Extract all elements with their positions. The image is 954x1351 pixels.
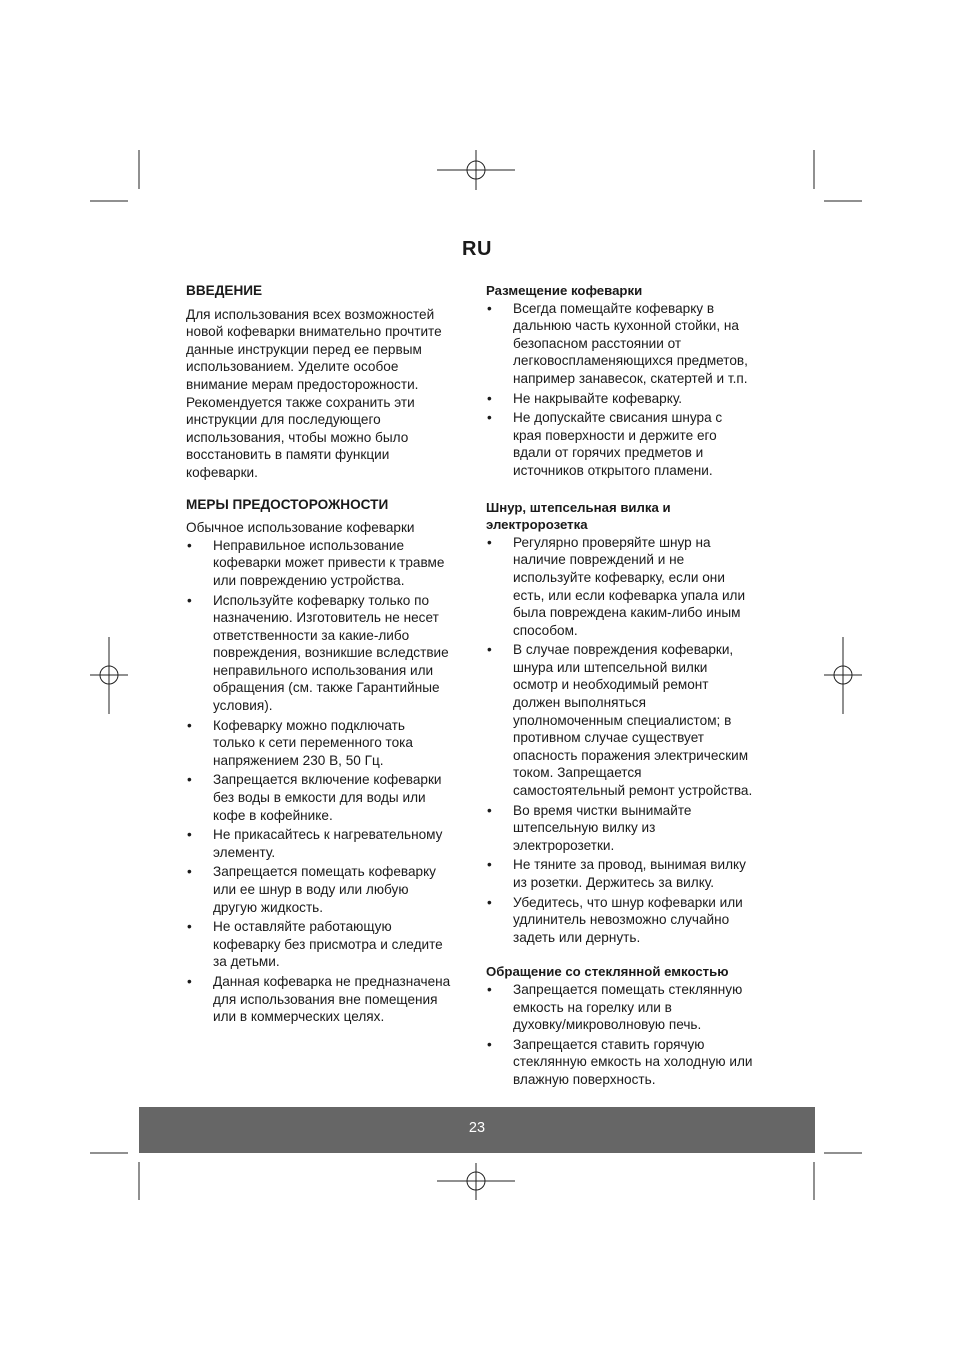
item-line: или повреждению устройства. [213, 572, 405, 588]
item-line: Не прикасайтесь к нагревательному [213, 827, 443, 843]
list-item [486, 390, 776, 408]
item-line: задеть или дернуть. [513, 929, 641, 945]
item-line: назначению. Изготовитель не несет [213, 610, 439, 626]
list-item [486, 300, 776, 388]
item-line: Регулярно проверяйте шнур на [513, 534, 711, 550]
precautions-heading: МЕРЫ ПРЕДОСТОРОЖНОСТИ [186, 496, 389, 512]
item-line: напряжением 230 В, 50 Гц. [213, 752, 384, 768]
item-line: влажную поверхность. [513, 1071, 656, 1087]
item-line: Запрещается ставить горячую [513, 1036, 705, 1052]
language-code: RU [462, 238, 492, 260]
glass-list [486, 981, 776, 1089]
cord-section [486, 499, 776, 947]
item-line: Во время чистки вынимайте [513, 802, 692, 818]
item-line: например занавесок, скатертей и т.п. [513, 370, 748, 386]
list-item [486, 856, 776, 891]
list-item [186, 918, 471, 971]
list-item [486, 802, 776, 855]
item-line: есть, или если кофеварка упала или [513, 587, 746, 603]
intro-line: использованием. Уделите особое [186, 359, 399, 375]
bullet: • [187, 827, 192, 843]
bullet: • [187, 973, 192, 989]
list-item [486, 534, 776, 640]
placement-heading: Размещение кофеварки [486, 283, 643, 298]
bullet: • [487, 642, 492, 658]
item-line: должен выполняться [513, 695, 646, 711]
item-line: была повреждена каким-либо иным [513, 605, 741, 621]
item-line: безопасном расстоянии от [513, 335, 682, 351]
precautions-subheading: Обычное использование кофеварки [186, 520, 415, 536]
intro-paragraph [186, 306, 471, 482]
item-line: удлинитель невозможно случайно [513, 912, 730, 928]
item-line: Кофеварку можно подключать [213, 717, 405, 733]
item-line: за детьми. [213, 954, 280, 970]
list-item [186, 592, 471, 715]
item-line: Не тяните за провод, вынимая вилку [513, 857, 746, 873]
item-line: Запрещается помещать кофеварку [213, 864, 436, 880]
intro-line: новой кофеварки внимательно прочтите [186, 324, 442, 340]
right-column [486, 282, 776, 1091]
list-item [186, 537, 471, 590]
list-item [486, 981, 776, 1034]
item-line: Используйте кофеварку только по [213, 592, 430, 608]
item-line: Убедитесь, что шнур кофеварки или [513, 894, 743, 910]
item-line: Неправильное использование [213, 537, 405, 553]
item-line: или в коммерческих целях. [213, 1009, 385, 1025]
item-line: из розетки. Держитесь за вилку. [513, 875, 715, 890]
item-line: Не оставляйте работающую [213, 919, 392, 935]
bullet: • [487, 1036, 492, 1052]
bullet: • [487, 300, 492, 316]
item-line: кофеварки может привести к травме [213, 555, 445, 571]
item-line: вдали от горячих предметов и [513, 445, 704, 461]
item-line: другую жидкость. [213, 899, 324, 915]
bullet: • [187, 592, 192, 608]
intro-heading: ВВЕДЕНИЕ [186, 283, 263, 298]
item-line: повреждения, возникшие вследствие [213, 645, 449, 661]
item-line: емкость на горелку или в [513, 999, 672, 1015]
item-line: духовку/микроволновую печь. [513, 1017, 702, 1033]
intro-line: восстановить в памяти функции [186, 447, 390, 463]
list-item [486, 409, 776, 479]
intro-line: использования, чтобы можно было [186, 429, 409, 445]
item-line: электророзетки. [513, 837, 615, 853]
item-line: только к сети переменного тока [213, 735, 413, 751]
cord-list [486, 534, 776, 947]
item-line: Не допускайте свисания шнура с [513, 410, 723, 426]
item-line: опасность поражения электрическим [513, 747, 749, 763]
list-item [486, 894, 776, 947]
item-line: легковоспламеняющихся предметов, [513, 353, 748, 369]
footer-bar [139, 1107, 815, 1153]
intro-line: данные инструкции перед ее первым [186, 341, 422, 357]
item-line: кофеварку без присмотра и следите [213, 936, 443, 952]
bullet: • [187, 717, 192, 733]
item-line: уполномоченным специалистом; в [513, 712, 732, 728]
list-item [186, 973, 471, 1026]
intro-line: Рекомендуется также сохранить эти [186, 394, 415, 410]
item-line: условия). [213, 698, 273, 714]
item-line: дальнюю часть кухонной стойки, на [513, 318, 739, 334]
intro-section [186, 282, 471, 482]
item-line: края поверхности и держите его [513, 427, 717, 443]
left-column [186, 282, 471, 1028]
item-line: Запрещается включение кофеварки [213, 772, 442, 788]
bullet: • [187, 537, 192, 553]
item-line: стеклянную емкость на холодную или [513, 1054, 753, 1070]
bullet: • [487, 410, 492, 426]
item-line: источников открытого пламени. [513, 462, 713, 478]
item-line: Данная кофеварка не предназначена [213, 973, 451, 989]
intro-line: Для использования всех возможностей [186, 306, 435, 322]
item-line: используйте кофеварку, если они [513, 569, 725, 585]
placement-list [486, 300, 776, 480]
page-number: 23 [468, 1120, 486, 1136]
list-item [186, 826, 471, 861]
list-item [186, 771, 471, 824]
item-line: элементу. [213, 844, 276, 860]
item-line: Всегда помещайте кофеварку в [513, 300, 715, 316]
bullet: • [187, 772, 192, 788]
item-line: В случае повреждения кофеварки, [513, 642, 734, 658]
bullet: • [487, 857, 492, 873]
bullet: • [187, 864, 192, 880]
bullet: • [487, 390, 492, 406]
item-line: неправильного использования или [213, 662, 434, 678]
item-line: без воды в емкости для воды или [213, 790, 426, 806]
placement-section [486, 282, 776, 480]
cord-heading-line: электророзетка [486, 517, 588, 533]
list-item [186, 863, 471, 916]
item-line: или ее шнур в воду или любую [213, 882, 409, 897]
bullet: • [487, 981, 492, 997]
item-line: противном случае существует [513, 730, 705, 746]
bullet: • [487, 534, 492, 550]
item-line: для использования вне помещения [213, 991, 438, 1007]
bullet: • [487, 894, 492, 910]
intro-line: кофеварки. [186, 464, 258, 480]
item-line: наличие повреждений и не [513, 552, 685, 568]
item-line: способом. [513, 622, 578, 638]
list-item [486, 641, 776, 799]
item-line: Не накрывайте кофеварку. [513, 390, 683, 406]
item-line: током. Запрещается [513, 765, 642, 781]
bullet: • [487, 802, 492, 818]
glass-section [486, 963, 776, 1088]
item-line: кофе в кофейнике. [213, 807, 333, 823]
item-line: самостоятельный ремонт устройства. [513, 783, 753, 799]
glass-heading: Обращение со стеклянной емкостью [486, 964, 729, 980]
list-item [486, 1036, 776, 1089]
item-line: осмотр и необходимый ремонт [513, 677, 709, 693]
intro-line: инструкции для последующего [186, 412, 381, 428]
item-line: обращения (см. также Гарантийные [213, 680, 440, 696]
intro-line: внимание мерам предосторожности. [186, 376, 419, 392]
precautions-section [186, 496, 471, 1026]
cord-heading-line: Шнур, штепсельная вилка и [486, 499, 671, 515]
item-line: Запрещается помещать стеклянную [513, 981, 743, 997]
item-line: ответственности за какие-либо [213, 627, 410, 643]
item-line: шнура или штепсельной вилки [513, 659, 708, 675]
cord-heading [486, 499, 776, 534]
item-line: штепсельную вилку из [513, 820, 656, 836]
list-item [186, 717, 471, 770]
precautions-list [186, 537, 471, 1026]
bullet: • [187, 919, 192, 935]
